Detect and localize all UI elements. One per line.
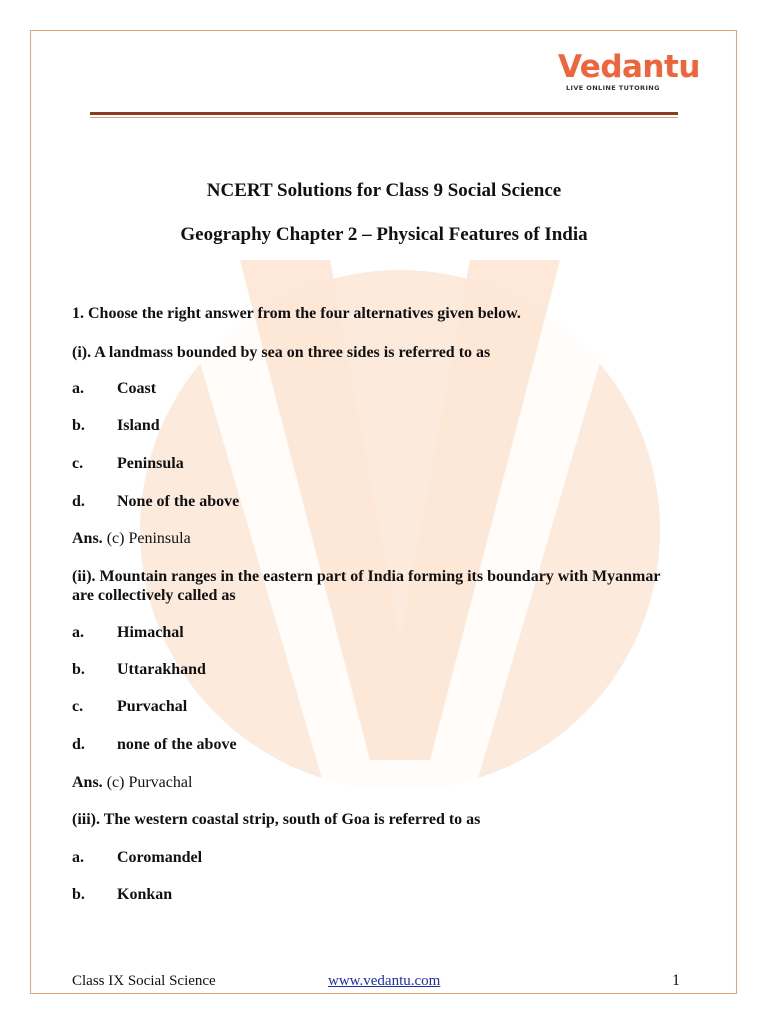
- logo-tagline: LIVE ONLINE TUTORING: [566, 84, 660, 92]
- option-text: none of the above: [117, 736, 237, 753]
- option-letter: b.: [72, 661, 85, 678]
- option-text: Himachal: [117, 624, 184, 641]
- option-letter: d.: [72, 493, 85, 510]
- option-letter: d.: [72, 736, 85, 753]
- answer-line: [72, 774, 192, 792]
- footer-website-link[interactable]: www.vedantu.com: [328, 973, 441, 989]
- option-text: Uttarakhand: [117, 661, 206, 678]
- answer-label: Ans.: [72, 774, 103, 791]
- header-rule-thin: [90, 117, 678, 118]
- option-text: Purvachal: [117, 698, 188, 715]
- document-title: NCERT Solutions for Class 9 Social Science: [206, 180, 562, 201]
- question-stem-continued: are collectively called as: [72, 587, 236, 604]
- option-letter: a.: [72, 624, 84, 641]
- option-text: Peninsula: [117, 455, 184, 472]
- option-text: Coromandel: [117, 849, 203, 866]
- answer-text: (c) Peninsula: [102, 530, 191, 547]
- answer-line: [72, 530, 191, 548]
- vedantu-logo: [558, 49, 700, 92]
- option-text: Coast: [117, 380, 157, 397]
- option-letter: a.: [72, 849, 84, 866]
- answer-label: Ans.: [72, 530, 103, 547]
- question-stem: (i). A landmass bounded by sea on three sides is referred to as: [72, 344, 491, 361]
- option-text: None of the above: [117, 493, 240, 510]
- page-number: 1: [672, 972, 680, 989]
- question-stem: (ii). Mountain ranges in the eastern part of India forming its boundary with Myanmar: [72, 568, 661, 585]
- option-letter: c.: [72, 698, 84, 715]
- option-letter: a.: [72, 380, 84, 397]
- question-stem: (iii). The western coastal strip, south of Goa is referred to as: [72, 811, 481, 828]
- logo-wordmark: Vedantu: [558, 49, 700, 85]
- header-rule: [90, 112, 678, 115]
- option-text: Konkan: [117, 886, 173, 903]
- chapter-title: Geography Chapter 2 – Physical Features of India: [180, 224, 588, 245]
- option-letter: b.: [72, 886, 85, 903]
- footer-class-label: Class IX Social Science: [72, 973, 216, 989]
- option-letter: c.: [72, 455, 84, 472]
- option-letter: b.: [72, 417, 85, 434]
- option-text: Island: [117, 417, 160, 434]
- question-heading: 1. Choose the right answer from the four alternatives given below.: [72, 305, 521, 322]
- answer-text: (c) Purvachal: [102, 774, 193, 791]
